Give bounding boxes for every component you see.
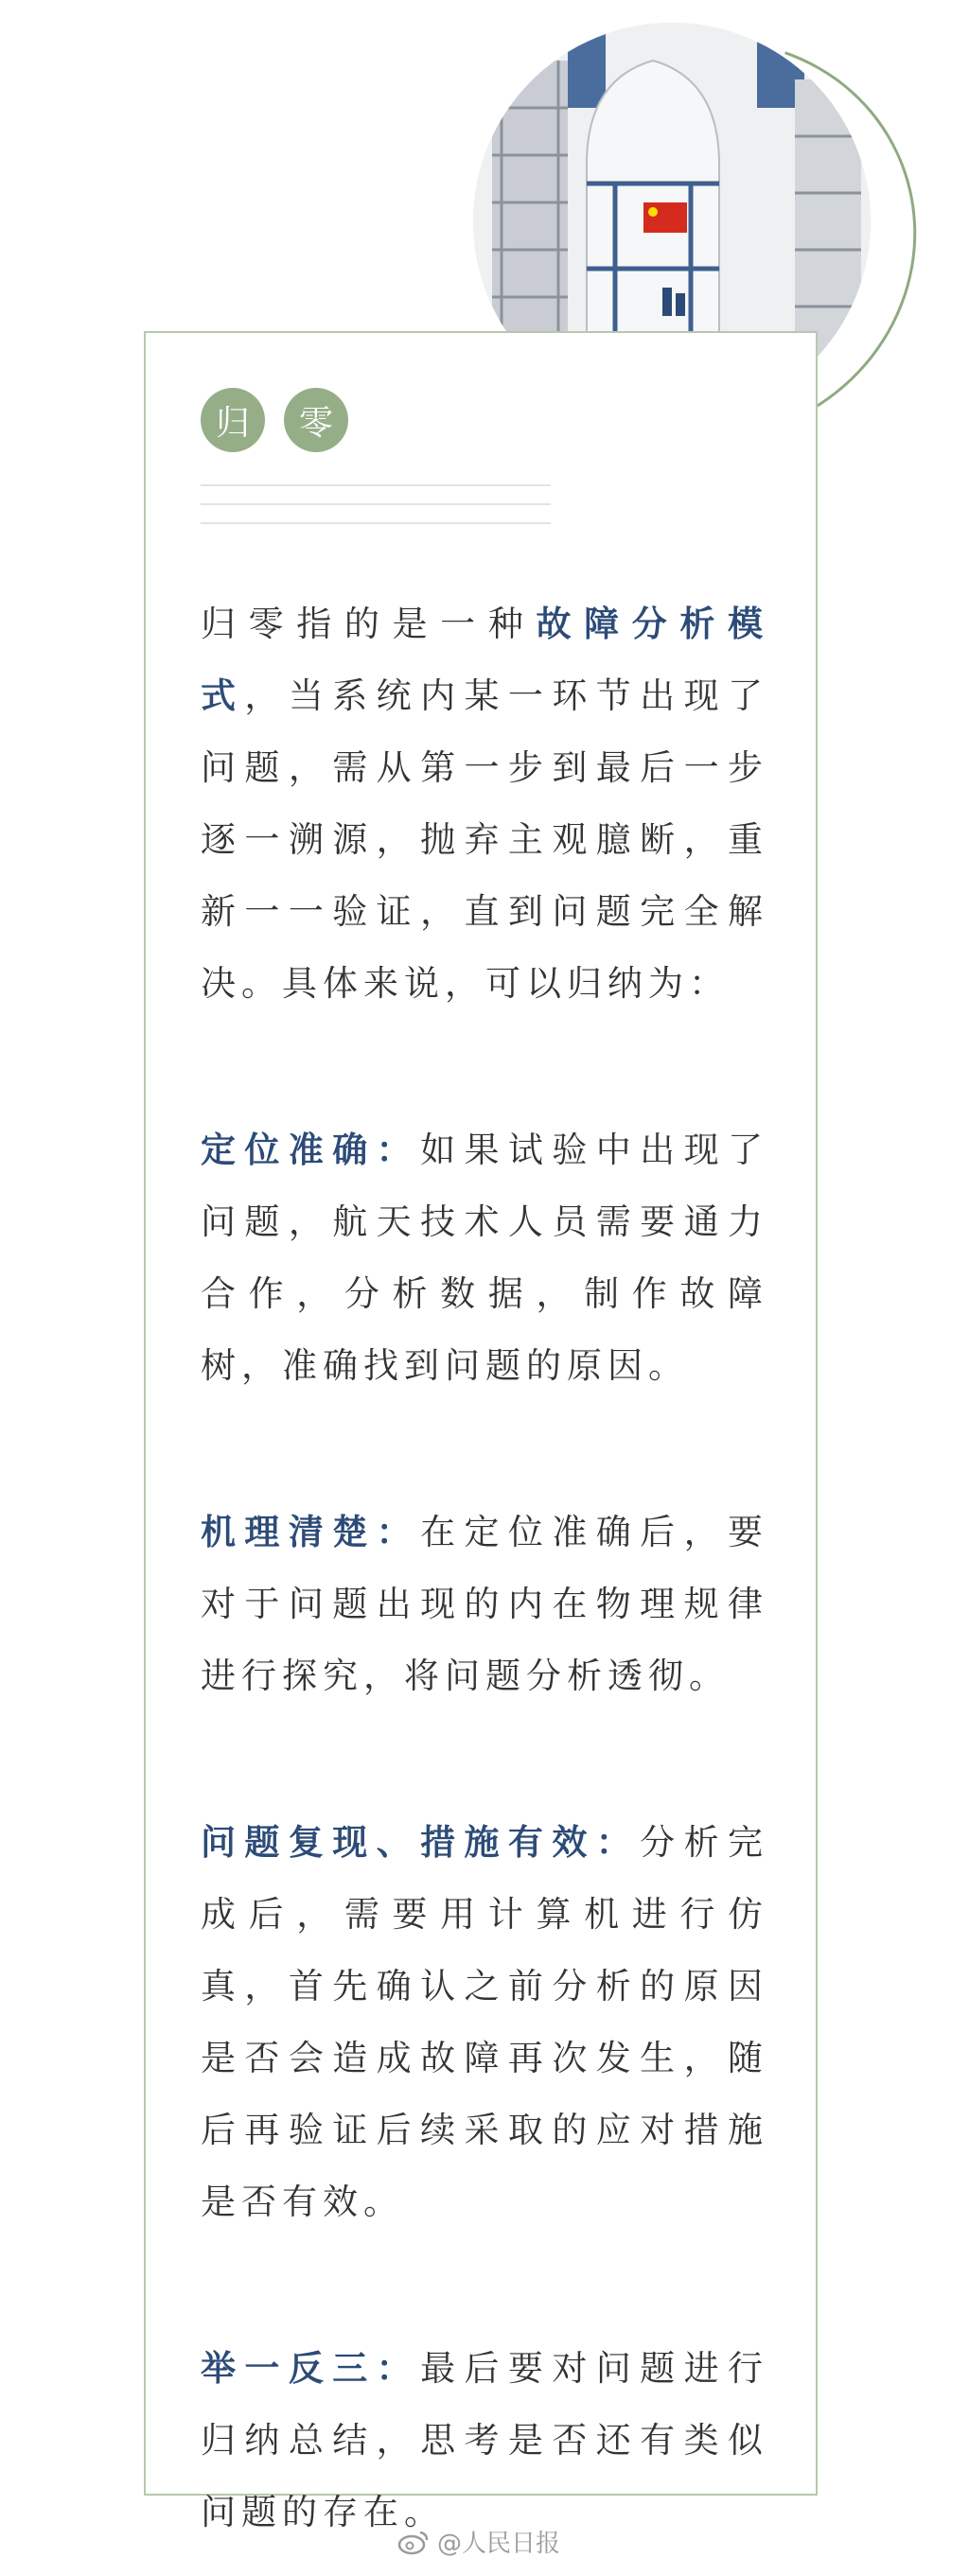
- generalize-highlight: 举一反三：: [201, 2348, 421, 2389]
- title-char-1: 归: [201, 388, 265, 452]
- intro-text-before: 归零指的是一种: [201, 604, 537, 644]
- paragraph-reproduce: [201, 1807, 768, 2238]
- paragraph-mechanism: [201, 1497, 768, 1712]
- divider-line-2: [201, 503, 551, 505]
- divider-line-1: [201, 484, 551, 486]
- intro-text-after: ，当系统内某一环节出现了问题，需从第一步到最后一步逐一溯源，抛弃主观臆断，重新一一验证，直到问题完全解决。具体来说，可以归纳为：: [201, 675, 769, 1004]
- title-char-2: 零: [284, 388, 348, 452]
- mechanism-text: 在定位准确后，要对于问题出现的内在物理规律进行探究，将问题分析透彻。: [201, 1512, 769, 1696]
- paragraph-locate: [201, 1114, 768, 1402]
- paragraph-generalize: [201, 2333, 768, 2549]
- generalize-text: 最后要对问题进行归纳总结，思考是否还有类似问题的存在。: [201, 2348, 769, 2532]
- intro-highlight: 故障分析模式: [201, 604, 769, 716]
- locate-highlight: 定位准确：: [201, 1130, 421, 1170]
- watermark-text: @人民日报: [437, 2530, 561, 2558]
- mechanism-highlight: 机理清楚：: [201, 1512, 421, 1552]
- reproduce-highlight: 问题复现、措施有效：: [201, 1822, 641, 1863]
- divider-line-3: [201, 522, 551, 524]
- weibo-icon: [397, 2529, 430, 2555]
- title-row: [201, 388, 348, 452]
- watermark: [397, 2524, 560, 2559]
- reproduce-text: 分析完成后，需要用计算机进行仿真，首先确认之前分析的原因是否会造成故障再次发生，随后再验证后续采取的应对措施是否有效。: [201, 1822, 769, 2222]
- content-card: [144, 331, 818, 2532]
- paragraph-intro: [201, 588, 768, 1020]
- locate-text: 如果试验中出现了问题，航天技术人员需要通力合作，分析数据，制作故障树，准确找到问题的原因。: [201, 1130, 769, 1386]
- article-body: [201, 588, 768, 2549]
